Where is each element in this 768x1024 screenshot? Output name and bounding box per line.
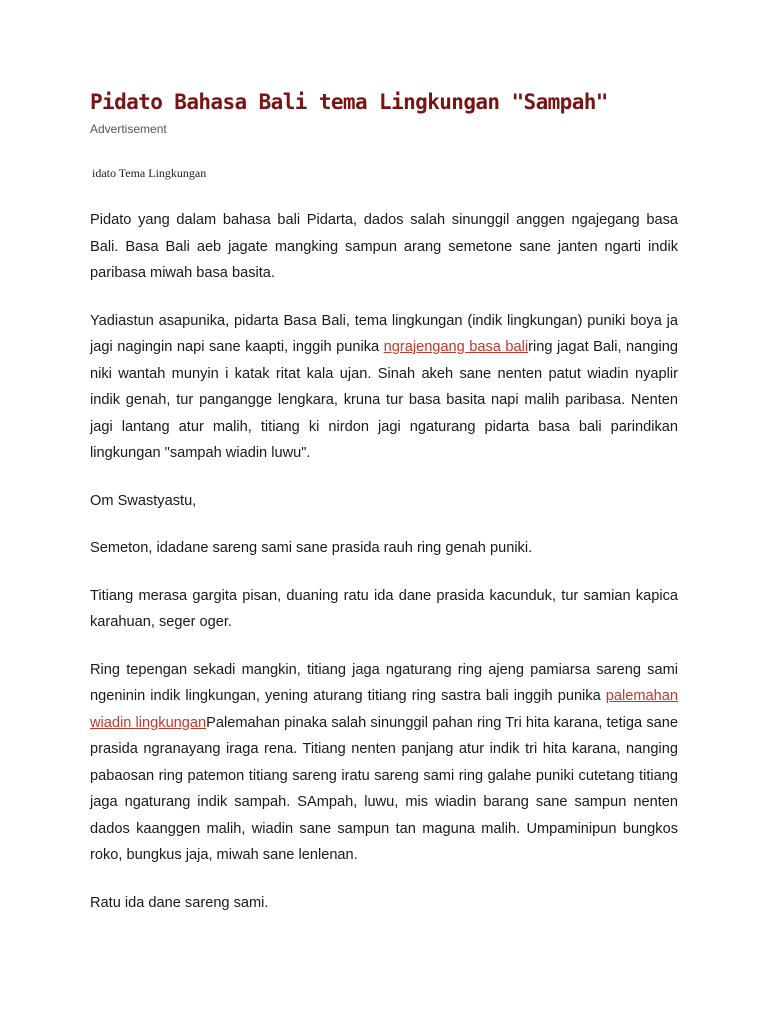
paragraph-greeting: Om Swastyastu, (90, 492, 197, 509)
paragraph-intro: Pidato yang dalam bahasa bali Pidarta, dados salah sinunggil anggen ngajegang basa Bali. Basa Bali aeb jagate mangking sampun arang semetone sane janten ngarti indik paribasa miwah basa basita. (90, 212, 678, 281)
paragraph-main-text-start: Ring tepengan sekadi mangkin, titiang jaga ngaturang ring ajeng pamiarsa sareng sami ngeninin indik lingkungan, yening aturang titiang ring sastra bali inggih punika (90, 661, 678, 704)
article-subtitle: idato Tema Lingkungan (92, 166, 207, 180)
paragraph-closing: Ratu ida dane sareng sami. (90, 894, 269, 911)
palemahan-link[interactable]: palemahan wiadin lingkungan (90, 688, 678, 731)
article-title: Pidato Bahasa Bali tema Lingkungan "Sampah" (90, 90, 608, 114)
advertisement-label: Advertisement (90, 122, 167, 136)
paragraph-main (90, 657, 678, 869)
paragraph-context-text-end: ring jagat Bali, nanging niki wantah munyin i katak ritat kala ujan. Sinah akeh sane nenten patut wiadin nyaplir indik genah, tur pangangge lengkara, kruna tur basa basita napi malih paribasa. Nenten jagi lantang atur malih, titiang ki nirdon jagi ngaturang pidarta basa bali parindikan lingkungan "sampah wiadin luwu". (90, 339, 678, 461)
paragraph-context (90, 308, 678, 467)
paragraph-gratitude: Titiang merasa gargita pisan, duaning ratu ida dane prasida kacunduk, tur samian kapica karahuan, seger oger. (90, 587, 678, 630)
paragraph-address: Semeton, idadane sareng sami sane prasida rauh ring genah puniki. (90, 540, 533, 556)
paragraph-main-text-end: Palemahan pinaka salah sinunggil pahan ring Tri hita karana, tetiga sane prasida ngranayang iraga rena. Titiang nenten panjang atur indik tri hita karana, nanging pabaosan ring patemon titiang sareng iratu sareng sami ring galahe puniki cutetang titiang jaga ngaturang indik sampah. SAmpah, luwu, mis wiadin barang sane sampun nenten dados kaanggen malih, wiadin sane sampun tan maguna malih. Umpaminipun bungkos roko, bungkus jaja, miwah sane lenlenan. (90, 714, 678, 863)
paragraph-context-text-start: Yadiastun asapunika, pidarta Basa Bali, tema lingkungan (indik lingkungan) puniki boya ja jagi nagingin napi sane kaapti, inggih punika (90, 312, 678, 355)
ngrajengang-basa-bali-link[interactable]: ngrajengang basa bali (383, 339, 529, 355)
article-body (90, 207, 678, 937)
